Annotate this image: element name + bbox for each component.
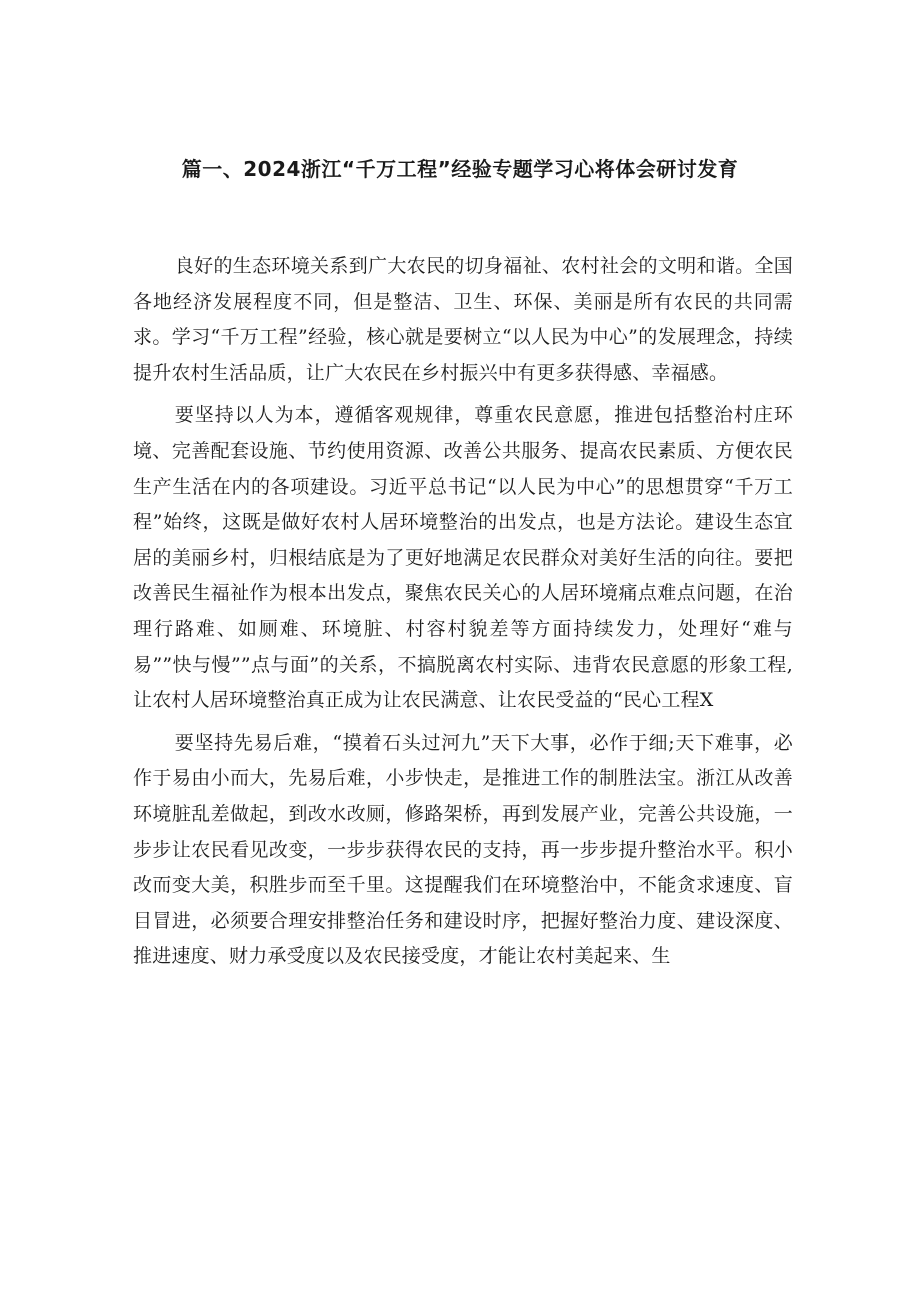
document-body bbox=[133, 249, 793, 982]
paragraph-3: 要坚持先易后难，“摸着石头过河九”天下大事，必作于细;天下难事，必作于易由小而大，先易后难，小步快走，是推进工作的制胜法宝。浙江从改善环境脏乱差做起，到改水改厕，修路架桥，再到发展产业，完善公共设施，一步步让农民看见改变，一步步获得农民的支持，再一步步提升整治水平。积小改而变大美，积胜步而至千里。这提醒我们在环境整治中，不能贪求速度、盲目冒进，必须要合理安排整治任务和建设时序，把握好整治力度、建设深度、推进速度、财力承受度以及农民接受度，才能让农村美起来、生 bbox=[133, 731, 793, 968]
paragraph-2: 要坚持以人为本，遵循客观规律，尊重农民意愿，推进包括整治村庄环境、完善配套设施、节约使用资源、改善公共服务、提高农民素质、方便农民生产生活在内的各项建设。习近平总书记“以人民为中心”的思想贯穿“千万工程”始终，这既是做好农村人居环境整治的出发点，也是方法论。建设生态宜居的美丽乡村，归根结底是为了更好地满足农民群众对美好生活的向往。要把改善民生福祉作为根本出发点，聚焦农民关心的人居环境痛点难点问题，在治理行路难、如厕难、环境脏、村容村貌差等方面持续发力，处理好“难与易””快与慢””点与面”的关系，不搞脱离农村实际、违背农民意愿的形象工程,让农村人居环境整治真正成为让农民满意、让农民受益的“民心工程X bbox=[133, 404, 793, 712]
document-title: 篇一、2024浙江“千万工程”经验专题学习心将体会研讨发育 bbox=[181, 157, 739, 181]
paragraph-1: 良好的生态环境关系到广大农民的切身福祉、农村社会的文明和谐。全国各地经济发展程度不同，但是整洁、卫生、环保、美丽是所有农民的共同需求。学习“千万工程”经验，核心就是要树立“以人民为中心”的发展理念，持续提升农村生活品质，让广大农民在乡村振兴中有更多获得感、幸福感。 bbox=[133, 255, 793, 384]
